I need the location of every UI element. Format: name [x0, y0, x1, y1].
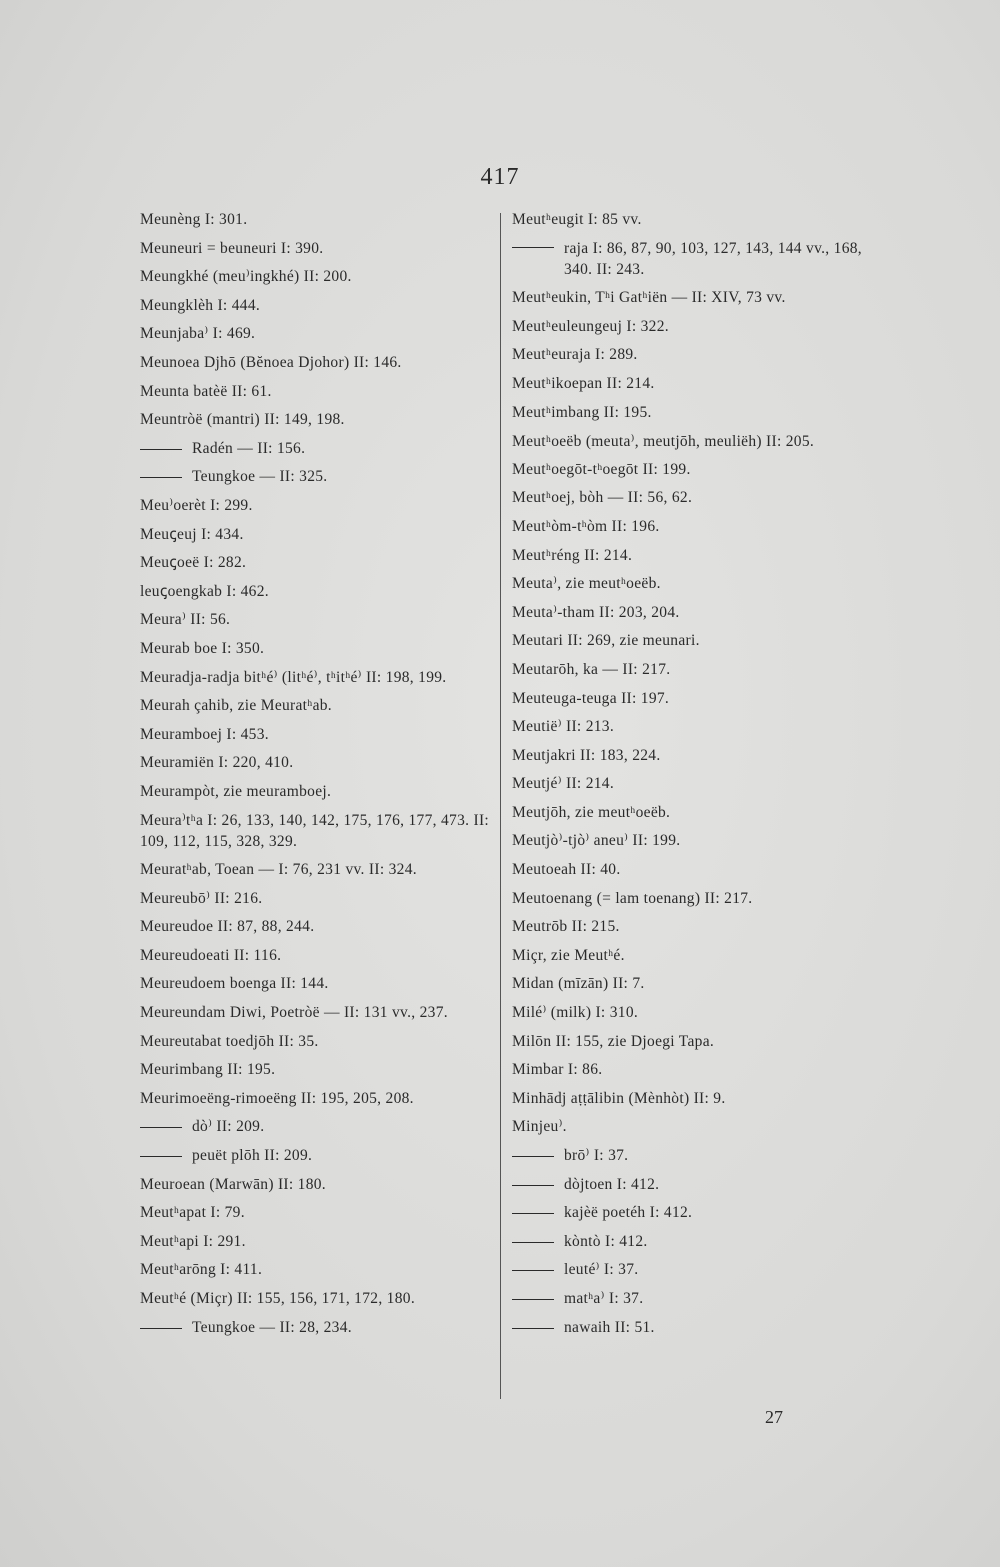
index-entry: Meungklèh I: 444. — [140, 296, 261, 314]
index-entry: Meutoeah II: 40. — [512, 861, 621, 879]
index-entry: Meutjōh, zie meutʰoeëb. — [512, 803, 671, 821]
index-entry: Meunoea Djhō (Bĕnoea Djohor) II: 146. — [140, 353, 402, 371]
index-entry: Meura⁾tʰa I: 26, 133, 140, 142, 175, 176, 177, 473. II: 109, 112, 115, 328, 329. — [140, 812, 490, 851]
index-entry: Meutjò⁾-tjò⁾ aneu⁾ II: 199. — [512, 832, 681, 850]
index-subentry: brō⁾ I: 37. — [512, 1142, 872, 1171]
index-entry: Meureutabat toedjōh II: 35. — [140, 1032, 319, 1050]
index-entry: Meutʰoegōt-tʰoegōt II: 199. — [512, 460, 691, 478]
index-entry: Meutjakri II: 183, 224. — [512, 746, 661, 764]
index-subentry: Teungkoe — II: 325. — [140, 463, 490, 492]
page-number: 417 — [480, 164, 520, 190]
index-entry: leuꞔoengkab I: 462. — [140, 582, 269, 600]
index-entry: Minhādj aṭṭālibin (Mènhòt) II: 9. — [512, 1089, 726, 1107]
index-entry: Milōn II: 155, zie Djoegi Tapa. — [512, 1032, 715, 1050]
index-subentry: Radén — II: 156. — [140, 435, 490, 464]
index-entry: Meureudoeati II: 116. — [140, 946, 282, 964]
index-entry: Meuramiën I: 220, 410. — [140, 754, 294, 772]
index-entry: Meutʰeugit I: 85 vv. — [512, 211, 642, 228]
column-divider — [500, 213, 501, 1399]
index-entry: Meutië⁾ II: 213. — [512, 718, 615, 736]
index-entry: Meurah çahib, zie Meuratʰab. — [140, 697, 332, 715]
index-entry: Meutoenang (= lam toenang) II: 217. — [512, 889, 753, 907]
index-entry: Midan (mīzān) II: 7. — [512, 975, 645, 993]
index-entry: Meutarōh, ka — II: 217. — [512, 660, 671, 678]
index-entry: Meutʰeukin, Tʰi Gatʰiën — II: XIV, 73 vv. — [512, 289, 786, 307]
index-entry: Meutʰoeëb (meuta⁾, meutjōh, meuliëh) II: 205. — [512, 432, 815, 450]
index-entry: Meungkhé (meu⁾ingkhé) II: 200. — [140, 268, 352, 286]
index-subentry: raja I: 86, 87, 90, 103, 127, 143, 144 vv., 168, 340. II: 243. — [512, 235, 872, 285]
index-entry: Miçr, zie Meutʰé. — [512, 946, 625, 964]
index-entry: Meutʰoej, bòh — II: 56, 62. — [512, 489, 693, 507]
index-entry: Meurimbang II: 195. — [140, 1061, 276, 1079]
index-subentry: kajèë poetéh I: 412. — [512, 1199, 872, 1228]
index-entry: Meureundam Diwi, Poetròë — II: 131 vv., 237. — [140, 1004, 448, 1022]
index-entry: Meuratʰab, Toean — I: 76, 231 vv. II: 324. — [140, 861, 417, 879]
index-entry: Meunèng I: 301. — [140, 211, 248, 228]
index-entry: Meunjaba⁾ I: 469. — [140, 325, 256, 343]
signature-mark: 27 — [765, 1407, 783, 1427]
index-entry: Meutʰé (Miçr) II: 155, 156, 171, 172, 180. — [140, 1289, 416, 1307]
index-entry: Meuradja-radja bitʰé⁾ (litʰé⁾, tʰitʰé⁾ II: 198, 199. — [140, 669, 447, 687]
index-entry: Meurampòt, zie meuramboej. — [140, 782, 332, 800]
index-subentry: nawaih II: 51. — [512, 1314, 872, 1343]
index-entry: Meurimoeëng-rimoeëng II: 195, 205, 208. — [140, 1089, 414, 1107]
index-entry: Meutrōb II: 215. — [512, 918, 620, 936]
index-entry: Meuramboej I: 453. — [140, 725, 269, 743]
index-entry: Mimbar I: 86. — [512, 1061, 603, 1079]
index-entry: Meutjé⁾ II: 214. — [512, 775, 615, 793]
index-entry: Meuneuri = beuneuri I: 390. — [140, 239, 324, 257]
index-entry: Meura⁾ II: 56. — [140, 611, 231, 629]
index-column-right — [512, 206, 872, 1342]
index-entry: Meu⁾oerèt I: 299. — [140, 496, 253, 514]
index-column-left — [140, 206, 490, 1342]
index-subentry: Teungkoe — II: 28, 234. — [140, 1314, 490, 1343]
index-entry: Meutʰréng II: 214. — [512, 546, 633, 564]
index-entry: Meureubō⁾ II: 216. — [140, 889, 263, 907]
index-subentry: dòjtoen I: 412. — [512, 1171, 872, 1200]
index-entry: Meuntròë (mantri) II: 149, 198. — [140, 411, 345, 429]
index-entry: Meuta⁾-tham II: 203, 204. — [512, 603, 680, 621]
index-entry: Meutari II: 269, zie meunari. — [512, 632, 700, 650]
index-entry: Meuroean (Marwān) II: 180. — [140, 1175, 326, 1193]
index-entry: Meutʰeuraja I: 289. — [512, 346, 638, 364]
index-subentry: leuté⁾ I: 37. — [512, 1256, 872, 1285]
index-subentry: peuët plōh II: 209. — [140, 1142, 490, 1171]
index-entry: Meutʰarōng I: 411. — [140, 1261, 263, 1279]
index-entry: Meureudoe II: 87, 88, 244. — [140, 918, 315, 936]
index-entry: Meutʰimbang II: 195. — [512, 403, 652, 421]
index-entry: Meutʰeuleungeuj I: 322. — [512, 317, 669, 335]
index-entry: Meuꞔeuj I: 434. — [140, 525, 244, 543]
index-entry: Meunta batèë II: 61. — [140, 382, 272, 400]
index-subentry: kòntò I: 412. — [512, 1228, 872, 1257]
index-entry: Meutʰòm-tʰòm II: 196. — [512, 517, 660, 535]
index-entry: Meutʰapat I: 79. — [140, 1204, 245, 1222]
index-entry: Meuꞔoeë I: 282. — [140, 554, 247, 572]
index-entry: Meureudoem boenga II: 144. — [140, 975, 329, 993]
index-entry: Meutʰapi I: 291. — [140, 1232, 246, 1250]
index-subentry: dò⁾ II: 209. — [140, 1113, 490, 1142]
index-entry: Milé⁾ (milk) I: 310. — [512, 1004, 639, 1022]
index-entry: Meutʰikoepan II: 214. — [512, 374, 655, 392]
index-entry: Minjeu⁾. — [512, 1118, 567, 1136]
index-entry: Meuta⁾, zie meutʰoeëb. — [512, 575, 661, 593]
index-entry: Meurab boe I: 350. — [140, 639, 265, 657]
index-subentry: matʰa⁾ I: 37. — [512, 1285, 872, 1314]
index-entry: Meuteuga-teuga II: 197. — [512, 689, 670, 707]
